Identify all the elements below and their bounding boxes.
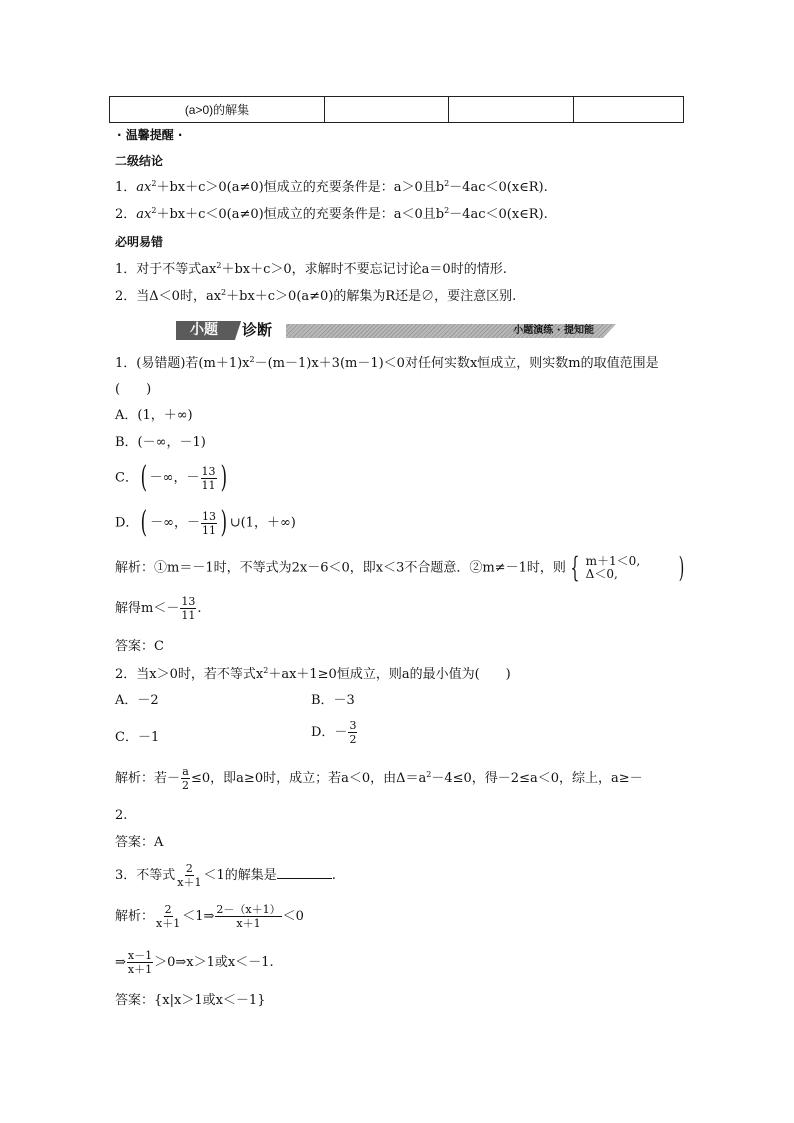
q1-answer: 答案：C xyxy=(115,639,164,654)
q1-stem: 1．(易错题)若$(m+1)x^2-(m-1)x+3(m-1)<0$对任何实数x恒成立，则实数m的取值范围是 xyxy=(115,355,659,371)
q1-option-c: C．( －∞，－ $\frac{13}{11}$ ) xyxy=(115,460,227,495)
q1-analysis: 解析：①m＝－1时，不等式为2x－6＜0，即x＜3不合题意．②m≠－1时，则 { m＋1＜0, Δ＜0, xyxy=(115,551,641,584)
q1-option-b: B．(－∞，－1) xyxy=(115,435,206,450)
section-banner xyxy=(176,321,616,340)
banner-label-box: 小题 xyxy=(176,321,232,340)
table-cell-label: (a>0)的解集 xyxy=(184,103,250,117)
erji-item-1: 1．$ax^2+bx+c>0(a\ne 0)$恒成立的充要条件是：a＞0且$b^2-4ac<0(x\in R)$. xyxy=(115,179,548,195)
q1-option-d: D．( －∞，－ $\frac{13}{11}$ ) ∪(1，＋∞) xyxy=(115,505,296,540)
q3-answer: 答案：{x|x＞1或x＜－1} xyxy=(115,993,266,1008)
table-divider xyxy=(573,97,574,122)
q1-analysis-result: 解得m＜－ $\frac{13}{11}$ . xyxy=(115,595,202,622)
q3-analysis-line2: ⇒ $\frac{x-1}{x+1}$ ＞0⇒x＞1或x＜－1. xyxy=(115,949,274,976)
tip-heading: · 温馨提醒 · xyxy=(117,128,183,142)
q2-option-b: B．－3 xyxy=(311,693,355,708)
q2-option-c: C．－1 xyxy=(115,730,160,745)
q1-paren: ( ) xyxy=(115,382,152,397)
answer-blank xyxy=(277,868,332,879)
q2-analysis: 解析：若－ $\frac{a}{2}$ ≤0，即a≥0时，成立；若a＜0，由$\Delta=a^2-4\le 0$，得－2≤a＜0，综上，a≥－ xyxy=(115,765,643,792)
banner-title: 诊断 xyxy=(242,321,273,339)
biming-heading: 必明易错 xyxy=(115,235,164,249)
q2-analysis-wrap: 2. xyxy=(115,808,128,823)
solution-table-row xyxy=(109,96,684,123)
biming-item-1: 1．对于不等式$ax^2+bx+c>0$，求解时不要忘记讨论a＝0时的情形. xyxy=(115,261,507,277)
biming-item-2: 2．当Δ＜0时，$ax^2+bx+c>0(a\ne 0)$的解集为R还是∅，要注意区别. xyxy=(115,288,517,304)
banner-tag: 小题演练 · 提知能 xyxy=(513,325,594,336)
table-divider xyxy=(448,97,449,122)
q1-option-a: A．(1，＋∞) xyxy=(115,408,193,423)
table-divider xyxy=(324,97,325,122)
q2-option-a: A．－2 xyxy=(115,693,159,708)
erji-heading: 二级结论 xyxy=(115,154,164,168)
q2-stem: 2．当x＞0时，若不等式$x^2+ax+1\ge 0$恒成立，则a的最小值为( ) xyxy=(115,666,511,682)
q2-answer: 答案：A xyxy=(115,835,164,850)
q2-option-d: D．－ $\frac{3}{2}$ xyxy=(311,719,357,746)
q3-stem: 3．不等式 $\frac{2}{x+1}$ ＜1的解集是 . xyxy=(115,862,336,889)
q1-analysis-brace: ) xyxy=(678,551,685,584)
erji-item-2: 2．$ax^2+bx+c<0(a\ne 0)$恒成立的充要条件是：a＜0且$b^2-4ac<0(x\in R)$. xyxy=(115,206,548,222)
q3-analysis: 解析： $\frac{2}{x+1}$ ＜1⇒ $\frac{2-(x+1)}{x+1}$ ＜0 xyxy=(115,903,304,930)
